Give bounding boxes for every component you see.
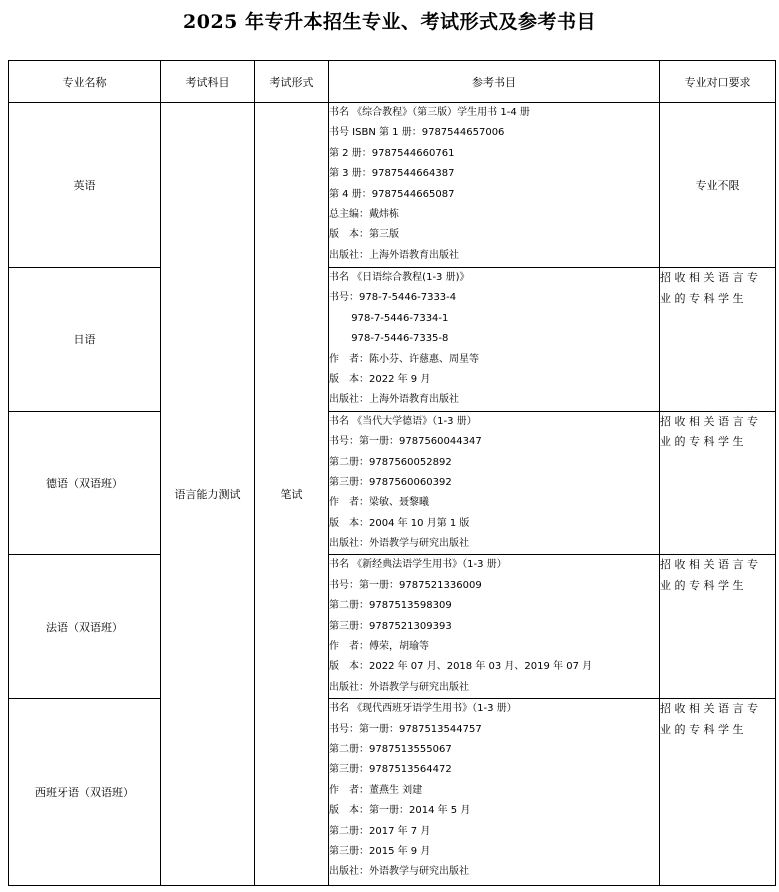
- exam-subject-cell: 语言能力测试: [161, 103, 255, 886]
- reference-line: 第三册：9787521309393: [329, 620, 452, 632]
- reference-line: 作 者：梁敏、聂黎曦: [329, 497, 429, 509]
- reference-line: 书号：第一册：9787513544757: [329, 723, 482, 735]
- header-requirement: 专业对口要求: [660, 61, 776, 103]
- major-cell: 西班牙语（双语班）: [9, 699, 161, 886]
- exam-form-cell: 笔试: [255, 103, 329, 886]
- table-row: [9, 555, 776, 699]
- table-row: [9, 103, 776, 268]
- reference-line: 作 者：董燕生 刘建: [329, 784, 423, 796]
- reference-line: 第三册：9787513564472: [329, 764, 452, 776]
- reference-line: 第二册：2017 年 7 月: [329, 825, 431, 837]
- reference-cell: [329, 103, 660, 268]
- reference-line: 出版社：上海外语教育出版社: [329, 394, 459, 406]
- reference-line: 总主编：戴炜栋: [329, 208, 399, 220]
- reference-line: 出版社：外语教学与研究出版社: [329, 866, 469, 878]
- reference-line: 书号：第一册：9787521336009: [329, 579, 482, 591]
- requirement-cell: 招收相关语言专业的专科学生: [660, 555, 776, 699]
- header-exam-form: 考试形式: [255, 61, 329, 103]
- header-exam-subject: 考试科目: [161, 61, 255, 103]
- major-cell: 日语: [9, 268, 161, 412]
- requirement-cell: 招收相关语言专业的专科学生: [660, 699, 776, 886]
- requirement-cell: 招收相关语言专业的专科学生: [660, 268, 776, 412]
- reference-line: 书号：978-7-5446-7333-4: [329, 292, 457, 304]
- table-row: [9, 268, 776, 412]
- major-cell: 法语（双语班）: [9, 555, 161, 699]
- reference-line: 第三册：9787560060392: [329, 476, 452, 488]
- reference-cell: [329, 411, 660, 555]
- reference-line: 第二册：9787513598309: [329, 600, 452, 612]
- reference-line: 第三册：2015 年 9 月: [329, 845, 431, 857]
- reference-line: 书名 《新经典法语学生用书》（1-3 册）: [329, 559, 507, 571]
- reference-line: 书名 《当代大学德语》（1-3 册）: [329, 415, 477, 427]
- reference-line: 第 3 册：9787544664387: [329, 168, 455, 180]
- requirement-cell: 招收相关语言专业的专科学生: [660, 411, 776, 555]
- reference-cell: [329, 555, 660, 699]
- reference-line: 第 4 册：9787544665087: [329, 188, 455, 200]
- reference-line: 978-7-5446-7335-8: [329, 333, 449, 345]
- requirement-cell: 专业不限: [660, 103, 776, 268]
- major-cell: 德语（双语班）: [9, 411, 161, 555]
- reference-line: 出版社：上海外语教育出版社: [329, 249, 459, 261]
- reference-line: 版 本：第一册：2014 年 5 月: [329, 805, 471, 817]
- header-row: [9, 61, 776, 103]
- reference-line: 第二册：9787560052892: [329, 456, 452, 468]
- reference-cell: [329, 268, 660, 412]
- table-row: [9, 411, 776, 555]
- reference-line: 第 2 册：9787544660761: [329, 147, 455, 159]
- reference-line: 978-7-5446-7334-1: [329, 312, 449, 324]
- header-major: 专业名称: [9, 61, 161, 103]
- major-cell: 英语: [9, 103, 161, 268]
- table-row: [9, 699, 776, 886]
- reference-line: 书名 《综合教程》（第三版）学生用书 1-4 册: [329, 107, 530, 118]
- reference-line: 版 本：第三版: [329, 229, 399, 241]
- reference-line: 书号：第一册：9787560044347: [329, 436, 482, 448]
- reference-line: 书名 《日语综合教程(1-3 册)》: [329, 272, 470, 283]
- reference-line: 书号 ISBN 第 1 册：9787544657006: [329, 127, 505, 139]
- admission-table: [8, 60, 776, 886]
- reference-line: 出版社：外语教学与研究出版社: [329, 681, 469, 693]
- reference-line: 出版社：外语教学与研究出版社: [329, 538, 469, 550]
- header-references: 参考书目: [329, 61, 660, 103]
- reference-line: 版 本：2022 年 9 月: [329, 373, 431, 385]
- reference-line: 作 者：陈小芬、许慈惠、周星等: [329, 353, 479, 365]
- reference-line: 书名 《现代西班牙语学生用书》（1-3 册）: [329, 703, 517, 715]
- reference-line: 版 本：2022 年 07 月、2018 年 03 月、2019 年 07 月: [329, 661, 593, 673]
- reference-line: 版 本：2004 年 10 月第 1 版: [329, 517, 470, 529]
- reference-line: 作 者：傅荣，胡瑜等: [329, 641, 429, 653]
- reference-cell: [329, 699, 660, 886]
- reference-line: 第二册：9787513555067: [329, 743, 452, 755]
- page-title: 2025 年专升本招生专业、考试形式及参考书目: [183, 11, 596, 33]
